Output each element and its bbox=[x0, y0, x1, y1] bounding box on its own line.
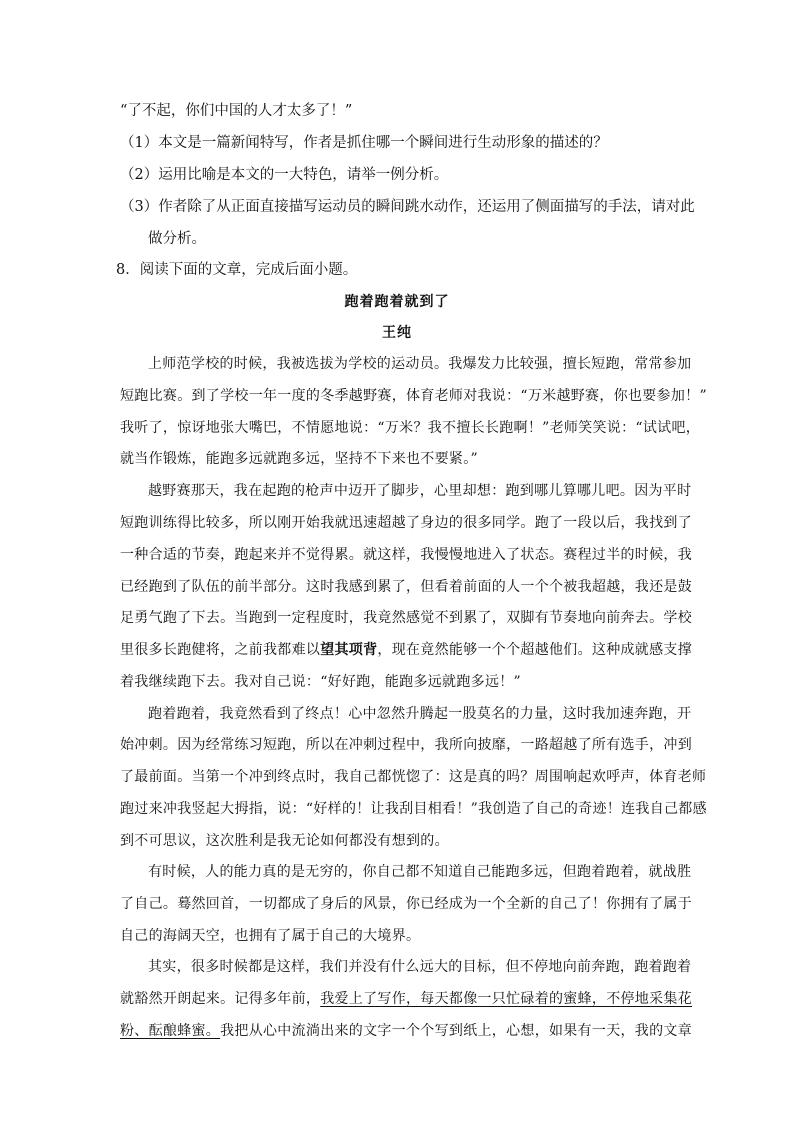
question-8: 8．阅读下面的文章，完成后面小题。 bbox=[116, 262, 358, 278]
p5-line-1: 其实，很多时候都是这样，我们并没有什么远大的目标，但不停地向前奔跑，跑着跑着 bbox=[148, 959, 692, 975]
p2-line-2: 短跑训练得比较多，所以刚开始我就迅速超越了身边的很多同学。跑了一段以后，我找到了 bbox=[120, 515, 692, 531]
p3-line-2: 始冲刺。因为经常练习短跑，所以在冲刺过程中，我所向披靡，一路超越了所有选手，冲到 bbox=[120, 737, 692, 753]
p2-line-6-pre: 里很多长跑健将，之前我都难以 bbox=[120, 642, 321, 658]
p2-line-5: 足勇气跑了下去。当跑到一定程度时，我竟然感觉不到累了，双脚有节奏地向前奔去。学校 bbox=[120, 610, 692, 626]
quote-line: “了不起，你们中国的人才太多了！” bbox=[120, 103, 353, 119]
p3-line-4: 跑过来冲我竖起大拇指，说：“好样的！让我刮目相看！”我创造了自己的奇迹！连我自己都感 bbox=[120, 801, 707, 817]
question-2: （2）运用比喻是本文的一大特色，请举一例分析。 bbox=[120, 167, 449, 183]
p3-line-5: 到不可思议，这次胜利是我无论如何都没有想到的。 bbox=[120, 833, 449, 849]
p2-line-6-post: ，现在竟然能够一个个超越他们。这种成就感支撑 bbox=[377, 642, 693, 658]
question-3-line-2: 做分析。 bbox=[148, 231, 206, 247]
p2-line-4: 已经跑到了队伍的前半部分。这时我感到累了，但看着前面的人一个个被我超越，我还是鼓 bbox=[120, 579, 692, 595]
p1-line-1: 上师范学校的时候，我被选拔为学校的运动员。我爆发力比较强，擅长短跑，常常参加 bbox=[148, 356, 692, 372]
p2-line-3: 一种合适的节奏，跑起来并不觉得累。就这样，我慢慢地进入了状态。赛程过半的时候，我 bbox=[120, 547, 692, 563]
p1-line-2: 短跑比赛。到了学校一年一度的冬季越野赛，体育老师对我说：“万米越野赛，你也要参加！” bbox=[120, 388, 707, 404]
p5-line-3-underlined: 粉、酝酿蜂蜜。 bbox=[120, 1023, 221, 1039]
p2-line-7: 着我继续跑下去。我对自己说：“好好跑，能跑多远就跑多远！” bbox=[120, 674, 522, 690]
p4-line-1: 有时候，人的能力真的是无穷的，你自己都不知道自己能跑多远，但跑着跑着，就战胜 bbox=[148, 864, 692, 880]
question-1: （1）本文是一篇新闻特写，作者是抓住哪一个瞬间进行生动形象的描述的？ bbox=[120, 135, 608, 151]
article-author: 王纯 bbox=[382, 325, 412, 341]
article-title: 跑着跑着就到了 bbox=[344, 294, 450, 310]
p2-line-6-bold: 望其项背 bbox=[320, 642, 378, 658]
p1-line-3: 我听了，惊讶地张大嘴巴，不情愿地说：“万米？我不擅长长跑啊！”老师笑笑说：“试试吧， bbox=[120, 420, 701, 436]
p5-line-2-underlined: 我爱上了写作，每天都像一只忙碌着的蜜蜂，不停地采集花 bbox=[320, 991, 693, 1007]
p5-line-3 bbox=[120, 1021, 692, 1041]
p4-line-2: 了自己。蓦然回首，一切都成了身后的风景，你已经成为一个全新的自己了！你拥有了属于 bbox=[120, 896, 692, 912]
p3-line-1: 跑着跑着，我竟然看到了终点！心中忽然升腾起一股莫名的力量，这时我加速奔跑，开 bbox=[148, 706, 692, 722]
p5-line-3-post: 我把从心中流淌出来的文字一个个写到纸上，心想，如果有一天，我的文章 bbox=[220, 1023, 693, 1039]
p3-line-3: 了最前面。当第一个冲到终点时，我自己都恍惚了：这是真的吗？周围响起欢呼声，体育老师 bbox=[120, 769, 707, 785]
p2-line-6 bbox=[120, 640, 692, 660]
p2-line-1: 越野赛那天，我在起跑的枪声中迈开了脚步，心里却想：跑到哪儿算哪儿吧。因为平时 bbox=[148, 483, 692, 499]
p1-line-4: 就当作锻炼，能跑多远就跑多远，坚持不下来也不要紧。” bbox=[120, 451, 478, 467]
p4-line-3: 自己的海阔天空，也拥有了属于自己的大境界。 bbox=[120, 928, 421, 944]
p5-line-2-pre: 就豁然开朗起来。记得多年前， bbox=[120, 991, 321, 1007]
question-3-line-1: （3）作者除了从正面直接描写运动员的瞬间跳水动作，还运用了侧面描写的手法，请对此 bbox=[120, 199, 695, 215]
p5-line-2 bbox=[120, 989, 692, 1009]
